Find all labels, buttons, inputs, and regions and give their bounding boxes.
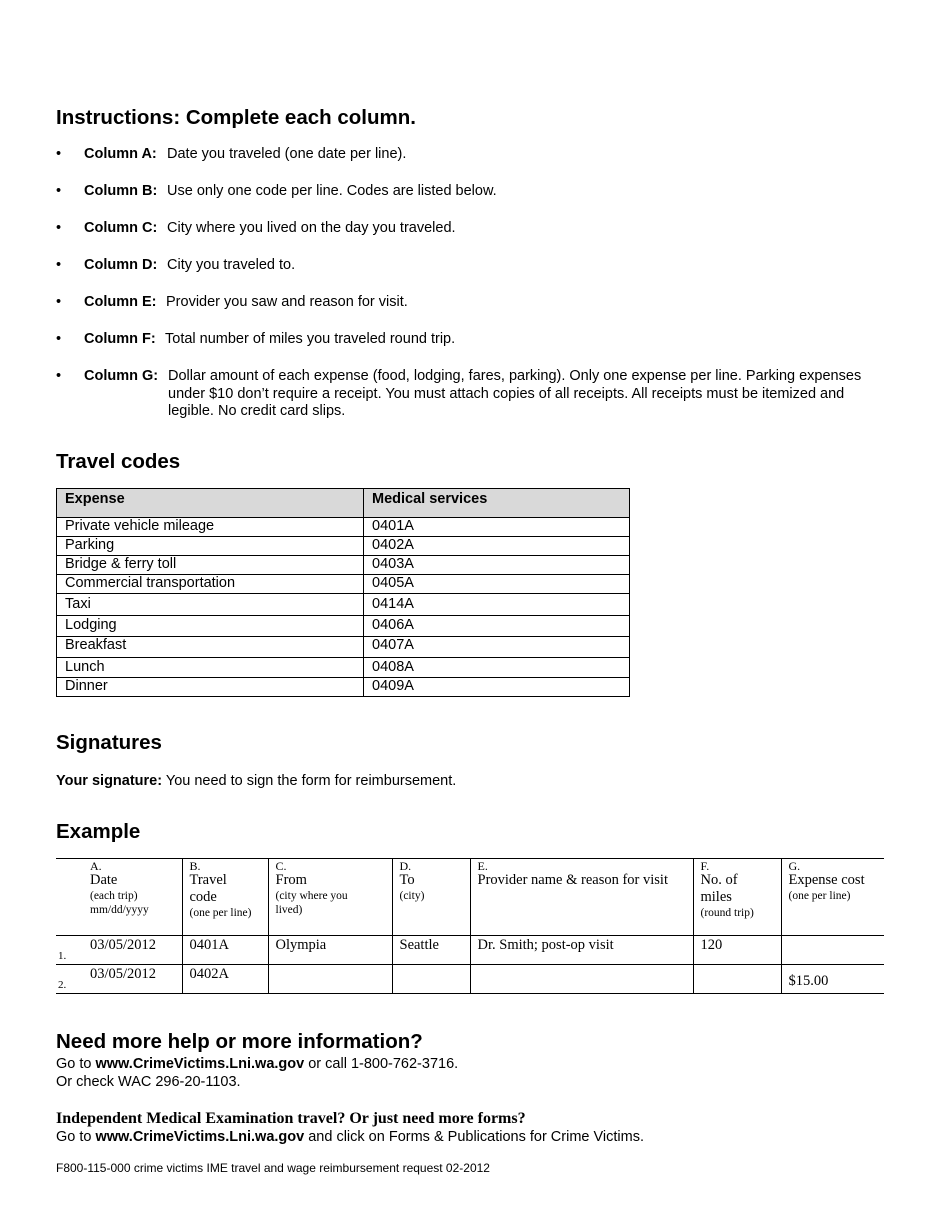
signatures-heading: Signatures [56, 731, 162, 754]
column-label: Column B: [84, 183, 158, 199]
website-link[interactable]: www.CrimeVictims.Lni.wa.gov [95, 1056, 305, 1072]
table-row [57, 594, 630, 616]
code-cell: 0403A [364, 556, 630, 575]
expense-cost-cell: $15.00 [781, 965, 884, 994]
table-row [57, 575, 630, 594]
column-label: Column C: [84, 220, 158, 236]
expense-cell: Commercial transportation [57, 575, 364, 594]
column-header-provider: E. Provider name & reason for visit [470, 859, 693, 936]
expense-cell: Bridge & ferry toll [57, 556, 364, 575]
bullet-icon: • [56, 368, 62, 384]
column-description: Date you traveled (one date per line). [167, 146, 407, 162]
from-cell [268, 965, 392, 994]
ime-heading: Independent Medical Examination travel? Or just need more forms? [56, 1110, 526, 1127]
column-description: Use only one code per line. Codes are listed below. [167, 183, 497, 199]
expense-cell: Private vehicle mileage [57, 518, 364, 537]
column-header-expense-cost: G. Expense cost (one per line) [781, 859, 884, 936]
expense-cell: Parking [57, 537, 364, 556]
example-table [56, 858, 884, 994]
row-number: 2. [58, 979, 67, 991]
code-cell: 0405A [364, 575, 630, 594]
provider-cell: Dr. Smith; post-op visit [470, 936, 693, 965]
table-row [56, 965, 884, 994]
date-cell: 1. 03/05/2012 [56, 936, 182, 965]
column-description: Provider you saw and reason for visit. [166, 294, 408, 310]
row-number: 1. [58, 950, 67, 962]
column-header-miles: F. No. of miles (round trip) [693, 859, 781, 936]
bullet-icon: • [56, 331, 62, 347]
column-label: Column E: [84, 294, 157, 310]
expense-cell: Taxi [57, 594, 364, 616]
bullet-icon: • [56, 146, 62, 162]
column-header-to: D. To (city) [392, 859, 470, 936]
to-cell [392, 965, 470, 994]
table-row [57, 556, 630, 575]
table-header-row [56, 859, 884, 936]
bullet-icon: • [56, 257, 62, 273]
signature-label: Your signature: [56, 773, 163, 789]
from-cell: Olympia [268, 936, 392, 965]
column-label: Column G: [84, 368, 159, 384]
code-cell: 0406A [364, 616, 630, 637]
table-row [57, 678, 630, 697]
instructions-heading: Instructions: Complete each column. [56, 106, 416, 129]
column-description: Total number of miles you traveled round trip. [165, 331, 456, 347]
website-link[interactable]: www.CrimeVictims.Lni.wa.gov [95, 1129, 305, 1145]
to-cell: Seattle [392, 936, 470, 965]
column-header-travel-code: B. Travel code (one per line) [182, 859, 268, 936]
column-header-medical-services: Medical services [364, 489, 630, 518]
form-footer: F800-115-000 crime victims IME travel and wage reimbursement request 02-2012 [56, 1161, 490, 1175]
table-header-row [57, 489, 630, 518]
table-row [57, 537, 630, 556]
expense-cell: Lunch [57, 658, 364, 678]
code-cell: 0409A [364, 678, 630, 697]
expense-cell: Dinner [57, 678, 364, 697]
column-label: Column F: [84, 331, 156, 347]
code-cell: 0408A [364, 658, 630, 678]
column-description: City where you lived on the day you traveled. [167, 220, 456, 236]
bullet-icon: • [56, 220, 62, 236]
column-description: City you traveled to. [167, 257, 296, 273]
column-label: Column D: [84, 257, 158, 273]
forms-line: Go to www.CrimeVictims.Lni.wa.gov and click on Forms & Publications for Crime Victims. [56, 1129, 644, 1145]
expense-cost-cell [781, 936, 884, 965]
code-cell: 0407A [364, 637, 630, 658]
travel-codes-table [56, 488, 630, 697]
help-contact-line: Go to www.CrimeVictims.Lni.wa.gov or call 1-800-762-3716. [56, 1056, 459, 1072]
help-heading: Need more help or more information? [56, 1030, 423, 1053]
bullet-icon: • [56, 183, 62, 199]
expense-cell: Lodging [57, 616, 364, 637]
code-cell: 0401A [364, 518, 630, 537]
column-header-expense: Expense [57, 489, 364, 518]
provider-cell [470, 965, 693, 994]
help-wac-line: Or check WAC 296-20-1103. [56, 1074, 241, 1090]
table-row [57, 637, 630, 658]
column-label: Column A: [84, 146, 157, 162]
code-cell: 0414A [364, 594, 630, 616]
signature-note [56, 773, 456, 789]
travel-code-cell: 0401A [182, 936, 268, 965]
table-row [57, 616, 630, 637]
travel-codes-heading: Travel codes [56, 450, 181, 473]
column-description: Dollar amount of each expense (food, lodging, fares, parking). Only one expense per line. Parking expenses under $10 don’t require a receipt. You must attach copies of all receipts. All receipts must be itemized and legible. No credit card slips. [168, 368, 862, 419]
travel-code-cell: 0402A [182, 965, 268, 994]
table-row [57, 658, 630, 678]
expense-cell: Breakfast [57, 637, 364, 658]
example-heading: Example [56, 820, 141, 843]
bullet-icon: • [56, 294, 62, 310]
miles-cell [693, 965, 781, 994]
miles-cell: 120 [693, 936, 781, 965]
date-cell: 2. 03/05/2012 [56, 965, 182, 994]
table-row [56, 936, 884, 965]
column-header-from: C. From (city where you lived) [268, 859, 392, 936]
code-cell: 0402A [364, 537, 630, 556]
column-header-date: A. Date (each trip) mm/dd/yyyy [56, 859, 182, 936]
table-row [57, 518, 630, 537]
signature-text: You need to sign the form for reimbursement. [165, 773, 457, 789]
